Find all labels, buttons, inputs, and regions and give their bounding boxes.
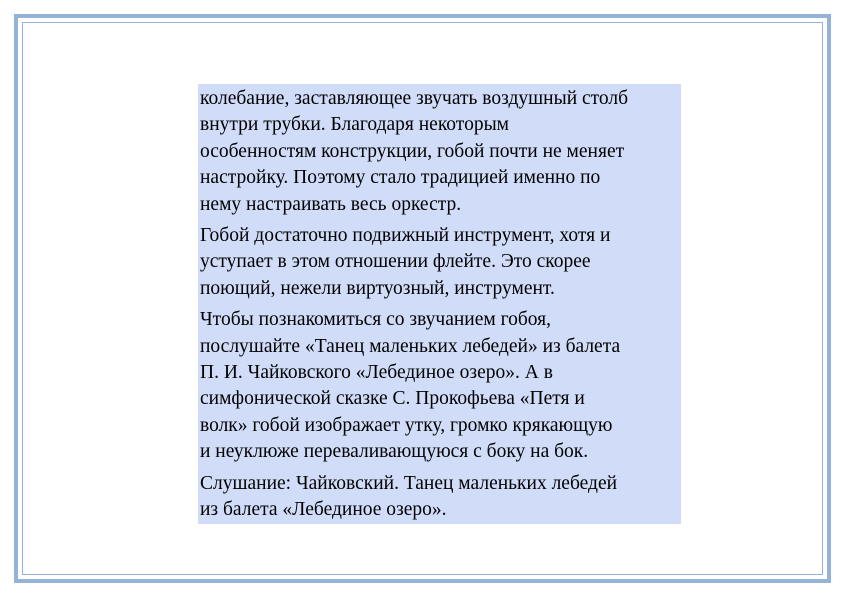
text-box — [198, 84, 681, 524]
paragraph-listening-task: Слушание: Чайковский. Танец маленьких лебедей из балета «Лебединое озеро». — [200, 472, 618, 521]
paragraph-oboe-mobility: Гобой достаточно подвижный инструмент, хотя и уступает в этом отношении флейте. Это скорее поющий, нежели виртуозный, инструмент. — [200, 225, 611, 299]
paragraph-listening-suggestion: Чтобы познакомиться со звучанием гобоя, послушайте «Танец маленьких лебедей» из балета П. И. Чайковского «Лебединое озеро». А в симфонической сказке С. Прокофьева «Петя и волк» гобой изображает утку, громко крякающую и неуклюже переваливающуюся с боку на бок. — [200, 309, 621, 463]
paragraph-oboe-tuning: колебание, заставляющее звучать воздушный столб внутри трубки. Благодаря некоторым особенностям конструкции, гобой почти не меняет настройку. Поэтому стало традицией именно по нему настраивать весь оркестр. — [200, 88, 629, 215]
